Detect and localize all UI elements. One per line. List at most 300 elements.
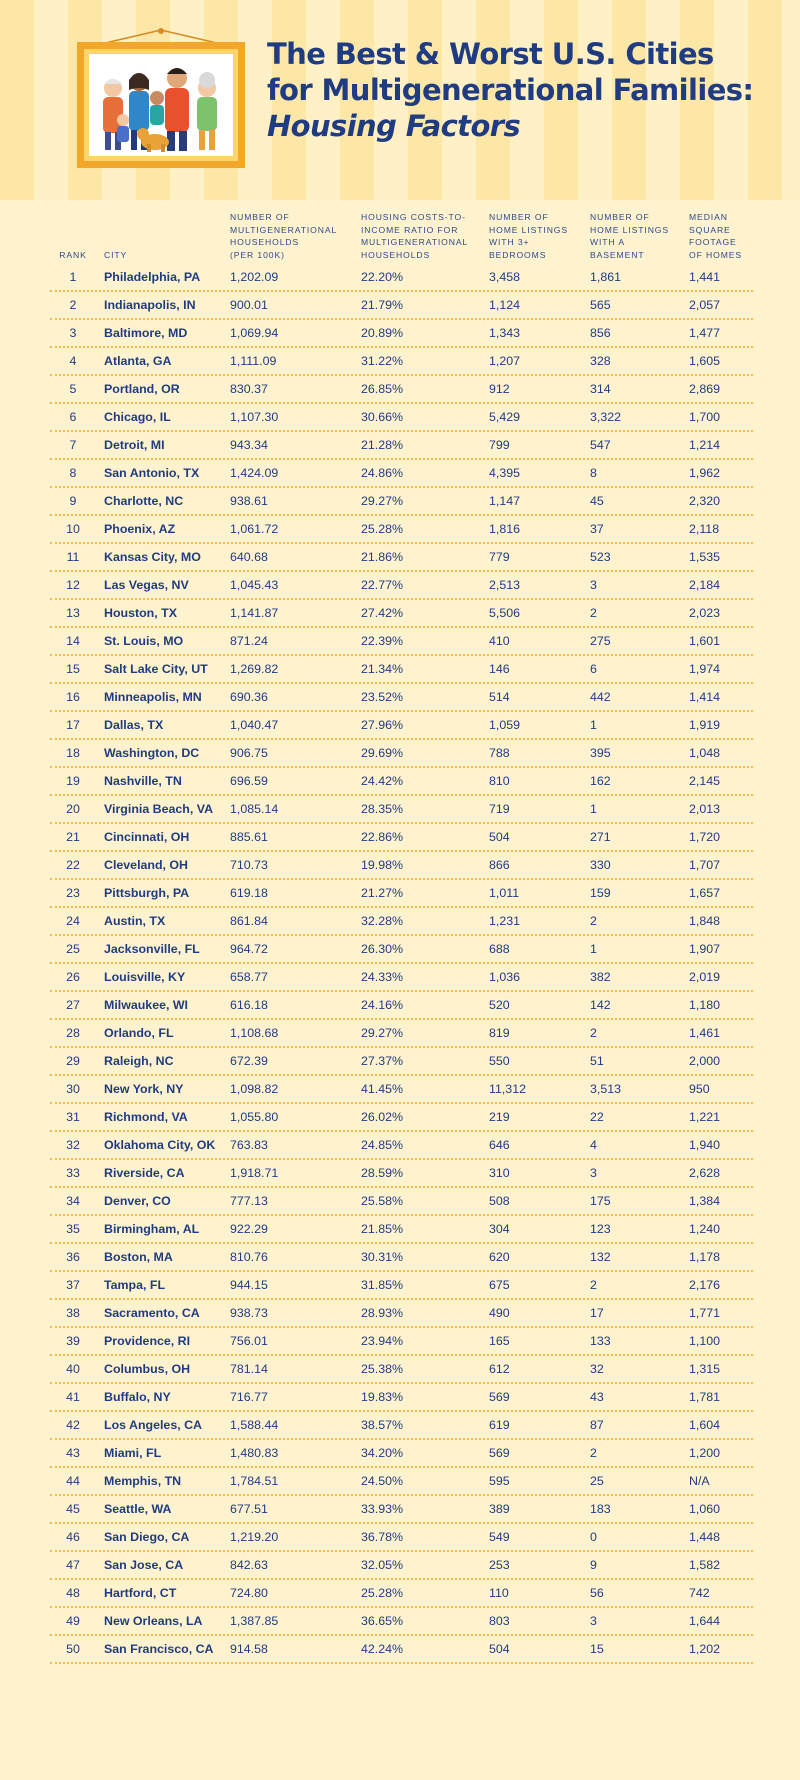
rank-cell: 30 [66,1082,80,1096]
households-cell: 1,141.87 [230,606,279,620]
table-row [50,1440,753,1468]
bedrooms-cell: 389 [489,1502,510,1516]
column-header-line: SQUARE [689,224,731,235]
households-cell: 1,424.09 [230,466,279,480]
bedrooms-cell: 1,816 [489,522,521,536]
city-cell: Miami, FL [104,1446,162,1460]
basement-cell: 382 [590,970,611,984]
basement-cell: 43 [590,1390,604,1404]
city-cell: Washington, DC [104,746,200,760]
table-row [50,964,753,992]
column-header-v4 [590,211,669,262]
title-line-2: for Multigenerational Families: [267,73,754,107]
column-header-line: RANK [59,250,87,261]
sqft-cell: 1,962 [689,466,721,480]
city-cell: Orlando, FL [104,1026,174,1040]
households-cell: 830.37 [230,382,268,396]
table-row [50,264,753,292]
rank-cell: 6 [69,410,77,424]
city-cell: Houston, TX [104,606,177,620]
city-cell: Columbus, OH [104,1362,191,1376]
city-cell: Detroit, MI [104,438,165,452]
table-row [50,1244,753,1272]
sqft-cell: 2,145 [689,774,721,788]
city-cell: Tampa, FL [104,1278,166,1292]
rank-cell: 22 [66,858,80,872]
city-cell: Providence, RI [104,1334,191,1348]
city-cell: Cincinnati, OH [104,830,190,844]
households-cell: 871.24 [230,634,268,648]
cost-ratio-cell: 22.77% [361,578,404,592]
cost-ratio-cell: 30.31% [361,1250,404,1264]
table-row [50,880,753,908]
rank-cell: 34 [66,1194,80,1208]
table-row [50,1524,753,1552]
rank-cell: 24 [66,914,80,928]
bedrooms-cell: 619 [489,1418,510,1432]
households-cell: 842.63 [230,1558,268,1572]
cost-ratio-cell: 27.42% [361,606,404,620]
rank-cell: 11 [66,550,80,564]
sqft-cell: 2,320 [689,494,721,508]
city-cell: Las Vegas, NV [104,578,189,592]
city-cell: Los Angeles, CA [104,1418,202,1432]
rank-cell: 17 [66,718,80,732]
city-cell: New Orleans, LA [104,1614,203,1628]
sqft-cell: 950 [689,1082,710,1096]
city-cell: Atlanta, GA [104,354,172,368]
rank-cell: 32 [66,1138,80,1152]
basement-cell: 32 [590,1362,604,1376]
cost-ratio-cell: 24.33% [361,970,404,984]
cost-ratio-cell: 31.22% [361,354,404,368]
rank-cell: 29 [66,1054,80,1068]
city-cell: Jacksonville, FL [104,942,200,956]
sqft-cell: 1,771 [689,1306,721,1320]
cost-ratio-cell: 30.66% [361,410,404,424]
basement-cell: 45 [590,494,604,508]
rank-cell: 36 [66,1250,80,1264]
table-row [50,488,753,516]
bedrooms-cell: 514 [489,690,510,704]
city-cell: Milwaukee, WI [104,998,188,1012]
households-cell: 716.77 [230,1390,268,1404]
bedrooms-cell: 110 [489,1586,509,1600]
cost-ratio-cell: 26.02% [361,1110,404,1124]
bedrooms-cell: 549 [489,1530,510,1544]
table-row [50,376,753,404]
cost-ratio-cell: 25.28% [361,1586,404,1600]
sqft-cell: 1,707 [689,858,721,872]
sqft-cell: 1,535 [689,550,721,564]
cost-ratio-cell: 22.20% [361,270,404,284]
cost-ratio-cell: 26.85% [361,382,404,396]
bedrooms-cell: 550 [489,1054,510,1068]
table-row [50,1020,753,1048]
bedrooms-cell: 1,059 [489,718,521,732]
bedrooms-cell: 1,124 [489,298,521,312]
bedrooms-cell: 490 [489,1306,510,1320]
bedrooms-cell: 788 [489,746,510,760]
bedrooms-cell: 569 [489,1446,510,1460]
city-cell: Philadelphia, PA [104,270,201,284]
city-cell: Salt Lake City, UT [104,662,208,676]
households-cell: 1,045.43 [230,578,279,592]
basement-cell: 3 [590,1166,597,1180]
households-cell: 781.14 [230,1362,268,1376]
rank-cell: 46 [66,1530,80,1544]
cost-ratio-cell: 28.93% [361,1306,404,1320]
households-cell: 885.61 [230,830,268,844]
households-cell: 619.18 [230,886,268,900]
sqft-cell: 1,700 [689,410,721,424]
column-header-line: FOOTAGE [689,237,737,248]
cost-ratio-cell: 25.38% [361,1362,404,1376]
households-cell: 616.18 [230,998,268,1012]
table-row [50,600,753,628]
households-cell: 810.76 [230,1250,268,1264]
bedrooms-cell: 1,036 [489,970,521,984]
city-cell: Raleigh, NC [104,1054,174,1068]
basement-cell: 442 [590,690,611,704]
bedrooms-cell: 719 [489,802,510,816]
rank-cell: 27 [66,998,80,1012]
sqft-cell: 2,013 [689,802,721,816]
table-row [50,936,753,964]
column-header-line: MULTIGENERATIONAL [361,237,469,248]
city-cell: Birmingham, AL [104,1222,200,1236]
rank-cell: 26 [66,970,80,984]
sqft-cell: 2,019 [689,970,721,984]
basement-cell: 6 [590,662,597,676]
sqft-cell: 1,720 [689,830,721,844]
sqft-cell: 1,180 [689,998,721,1012]
households-cell: 922.29 [230,1222,268,1236]
rank-cell: 14 [66,634,80,648]
rank-cell: 10 [66,522,80,536]
table-row [50,432,753,460]
cost-ratio-cell: 36.78% [361,1530,404,1544]
bedrooms-cell: 688 [489,942,510,956]
rank-cell: 45 [66,1502,80,1516]
sqft-cell: 1,048 [689,746,721,760]
basement-cell: 22 [590,1110,604,1124]
basement-cell: 330 [590,858,611,872]
households-cell: 677.51 [230,1502,268,1516]
city-cell: Virginia Beach, VA [104,802,214,816]
basement-cell: 51 [590,1054,604,1068]
sqft-cell: 1,657 [689,886,721,900]
cost-ratio-cell: 31.85% [361,1278,404,1292]
city-cell: Riverside, CA [104,1166,185,1180]
households-cell: 1,784.51 [230,1474,279,1488]
households-cell: 1,480.83 [230,1446,279,1460]
city-cell: Kansas City, MO [104,550,201,564]
column-header-line: HOUSING COSTS-TO- [361,211,466,222]
cost-ratio-cell: 22.39% [361,634,404,648]
basement-cell: 271 [590,830,611,844]
bedrooms-cell: 2,513 [489,578,521,592]
city-cell: San Francisco, CA [104,1642,214,1656]
sqft-cell: 1,907 [689,942,721,956]
basement-cell: 2 [590,1446,597,1460]
households-cell: 944.15 [230,1278,268,1292]
rank-cell: 37 [66,1278,80,1292]
bedrooms-cell: 819 [489,1026,510,1040]
table-row [50,1132,753,1160]
households-cell: 1,269.82 [230,662,279,676]
cost-ratio-cell: 25.28% [361,522,404,536]
rank-cell: 21 [66,830,80,844]
basement-cell: 275 [590,634,611,648]
basement-cell: 8 [590,466,597,480]
basement-cell: 162 [590,774,611,788]
rank-cell: 15 [66,662,80,676]
cost-ratio-cell: 20.89% [361,326,404,340]
city-cell: Baltimore, MD [104,326,188,340]
column-header-v1 [230,211,337,262]
table-row [50,292,753,320]
table-row [50,1636,753,1664]
basement-cell: 133 [590,1334,611,1348]
table-row [50,1496,753,1524]
basement-cell: 314 [590,382,611,396]
bedrooms-cell: 508 [489,1194,510,1208]
sqft-cell: 1,919 [689,718,721,732]
cost-ratio-cell: 21.34% [361,662,404,676]
column-header-line: HOME LISTINGS [590,224,670,235]
column-header-line: NUMBER OF [489,211,549,222]
sqft-cell: 1,605 [689,354,721,368]
basement-cell: 523 [590,550,611,564]
table-row [50,460,753,488]
cost-ratio-cell: 24.86% [361,466,404,480]
sqft-cell: 1,644 [689,1614,721,1628]
basement-cell: 3,322 [590,410,622,424]
cost-ratio-cell: 32.28% [361,914,404,928]
bedrooms-cell: 5,429 [489,410,521,424]
households-cell: 861.84 [230,914,268,928]
table-row [50,1188,753,1216]
table-row [50,768,753,796]
column-header-line: (PER 100K) [230,250,285,261]
cost-ratio-cell: 24.85% [361,1138,404,1152]
rank-cell: 47 [66,1558,80,1572]
sqft-cell: 1,202 [689,1642,721,1656]
basement-cell: 123 [590,1222,611,1236]
rank-cell: 43 [66,1446,80,1460]
sqft-cell: 1,974 [689,662,721,676]
rank-cell: 8 [69,466,77,480]
rank-cell: 7 [69,438,77,452]
rank-cell: 12 [66,578,80,592]
city-cell: Cleveland, OH [104,858,189,872]
city-cell: Richmond, VA [104,1110,188,1124]
households-cell: 1,588.44 [230,1418,279,1432]
cost-ratio-cell: 24.42% [361,774,404,788]
sqft-cell: 2,176 [689,1278,721,1292]
column-header-line: WITH A [590,237,625,248]
bedrooms-cell: 410 [489,634,510,648]
sqft-cell: 1,582 [689,1558,721,1572]
city-cell: Nashville, TN [104,774,182,788]
rank-cell: 38 [66,1306,80,1320]
cost-ratio-cell: 32.05% [361,1558,404,1572]
column-header-line: MEDIAN [689,211,728,222]
basement-cell: 15 [590,1642,604,1656]
basement-cell: 3,513 [590,1082,622,1096]
bedrooms-cell: 569 [489,1390,510,1404]
rank-cell: 18 [66,746,80,760]
bedrooms-cell: 504 [489,1642,510,1656]
sqft-cell: 1,214 [689,438,721,452]
bedrooms-cell: 11,312 [489,1082,526,1096]
households-cell: 1,108.68 [230,1026,279,1040]
family-portrait-icon [77,28,245,170]
bedrooms-cell: 5,506 [489,606,521,620]
title-line-3: Housing Factors [267,109,521,143]
table-row [50,740,753,768]
cost-ratio-cell: 23.94% [361,1334,404,1348]
cost-ratio-cell: 21.86% [361,550,404,564]
bedrooms-cell: 1,147 [489,494,521,508]
households-cell: 1,069.94 [230,326,279,340]
sqft-cell: 2,057 [689,298,721,312]
basement-cell: 565 [590,298,611,312]
cost-ratio-cell: 21.28% [361,438,404,452]
table-row [50,1384,753,1412]
table-row [50,656,753,684]
city-cell: Seattle, WA [104,1502,172,1516]
basement-cell: 56 [590,1586,604,1600]
bedrooms-cell: 310 [489,1166,510,1180]
table-row [50,1272,753,1300]
bedrooms-cell: 620 [489,1250,510,1264]
city-cell: San Jose, CA [104,1558,184,1572]
table-row [50,1580,753,1608]
rank-cell: 25 [66,942,80,956]
households-cell: 1,085.14 [230,802,279,816]
column-header-line: NUMBER OF [230,211,290,222]
basement-cell: 25 [590,1474,604,1488]
column-header-line: BEDROOMS [489,250,547,261]
table-row [50,1160,753,1188]
city-cell: Pittsburgh, PA [104,886,190,900]
column-header-line: MULTIGENERATIONAL [230,224,338,235]
basement-cell: 1 [590,802,597,816]
households-cell: 1,202.09 [230,270,279,284]
bedrooms-cell: 1,011 [489,886,520,900]
cost-ratio-cell: 41.45% [361,1082,404,1096]
basement-cell: 159 [590,886,611,900]
households-cell: 1,387.85 [230,1614,279,1628]
cost-ratio-cell: 27.37% [361,1054,404,1068]
cost-ratio-cell: 28.35% [361,802,404,816]
basement-cell: 142 [590,998,611,1012]
rank-cell: 4 [69,354,77,368]
bedrooms-cell: 4,395 [489,466,521,480]
basement-cell: 2 [590,914,597,928]
basement-cell: 87 [590,1418,604,1432]
sqft-cell: 1,461 [689,1026,721,1040]
sqft-cell: 1,848 [689,914,721,928]
column-header-v5 [689,211,742,262]
basement-cell: 4 [590,1138,597,1152]
table-row [50,1300,753,1328]
bedrooms-cell: 675 [489,1278,510,1292]
rank-cell: 3 [69,326,77,340]
households-cell: 1,098.82 [230,1082,279,1096]
table-row [50,908,753,936]
table-header [50,200,753,264]
basement-cell: 547 [590,438,611,452]
table-row [50,1076,753,1104]
bedrooms-cell: 612 [489,1362,510,1376]
column-header-line: HOUSEHOLDS [361,250,431,261]
sqft-cell: 2,023 [689,606,721,620]
cost-ratio-cell: 42.24% [361,1642,404,1656]
rank-cell: 20 [66,802,80,816]
sqft-cell: 1,240 [689,1222,721,1236]
table-row [50,572,753,600]
basement-cell: 9 [590,1558,597,1572]
table-row [50,1328,753,1356]
city-cell: Louisville, KY [104,970,186,984]
rank-cell: 40 [66,1362,80,1376]
sqft-cell: 1,477 [689,326,721,340]
table-row [50,992,753,1020]
table-row [50,1468,753,1496]
sqft-cell: 2,000 [689,1054,721,1068]
households-cell: 943.34 [230,438,268,452]
bedrooms-cell: 1,231 [489,914,521,928]
bedrooms-cell: 912 [489,382,510,396]
cost-ratio-cell: 21.27% [361,886,404,900]
rank-cell: 5 [69,382,77,396]
city-cell: San Antonio, TX [104,466,200,480]
bedrooms-cell: 504 [489,830,510,844]
sqft-cell: 2,184 [689,578,721,592]
table-row [50,1552,753,1580]
households-cell: 640.68 [230,550,268,564]
table-row [50,824,753,852]
cost-ratio-cell: 36.65% [361,1614,404,1628]
sqft-cell: 2,869 [689,382,721,396]
sqft-cell: 1,781 [689,1390,721,1404]
column-header-city [104,249,127,262]
column-header-line: HOME LISTINGS [489,224,569,235]
city-cell: Memphis, TN [104,1474,182,1488]
basement-cell: 0 [590,1530,597,1544]
column-header-line: CITY [104,250,128,261]
sqft-cell: 1,200 [689,1446,721,1460]
table-row [50,1216,753,1244]
basement-cell: 175 [590,1194,611,1208]
cost-ratio-cell: 34.20% [361,1446,404,1460]
cost-ratio-cell: 19.83% [361,1390,404,1404]
sqft-cell: 1,441 [689,270,721,284]
city-cell: New York, NY [104,1082,184,1096]
rank-cell: 41 [66,1390,80,1404]
bedrooms-cell: 165 [489,1334,510,1348]
table-body [50,264,753,1664]
basement-cell: 328 [590,354,611,368]
households-cell: 724.80 [230,1586,268,1600]
city-cell: Austin, TX [104,914,166,928]
sqft-cell: 2,118 [689,522,720,536]
table-row [50,1356,753,1384]
table-row [50,320,753,348]
